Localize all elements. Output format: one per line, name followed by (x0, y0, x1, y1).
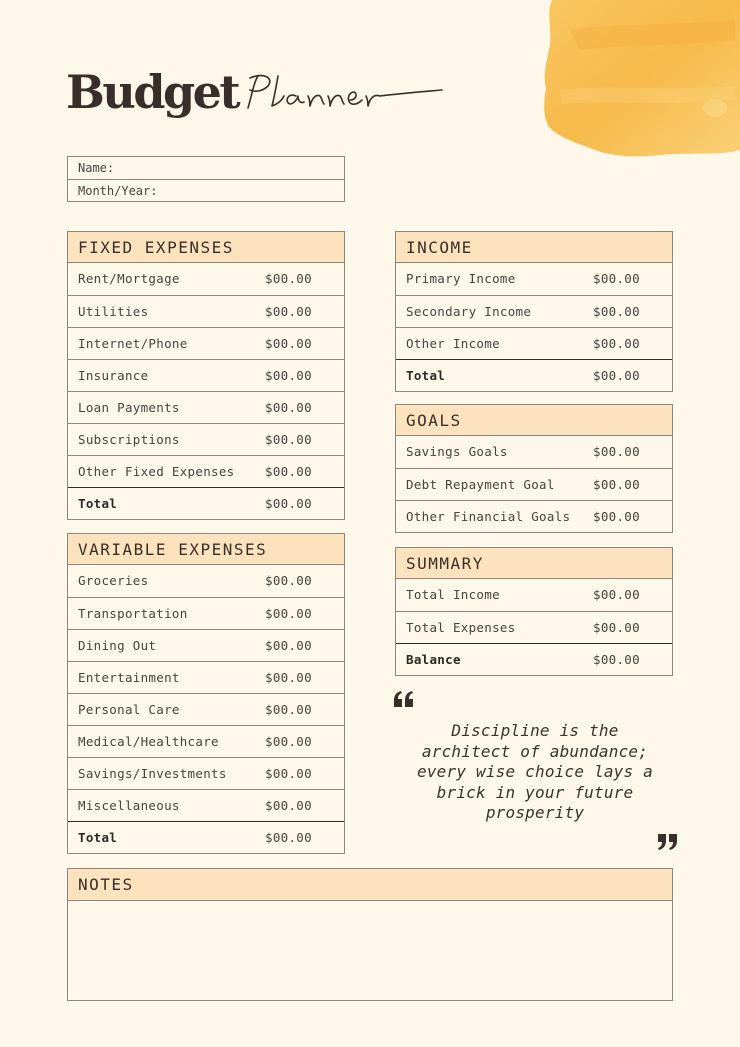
table-row (396, 579, 672, 611)
quote-line: every wise choice lays a (417, 762, 653, 781)
row-amount[interactable]: $00.00 (593, 336, 640, 351)
table-row (68, 327, 344, 359)
open-quote-icon (393, 691, 415, 709)
info-box (67, 156, 345, 202)
title-budget: Budget (66, 65, 239, 119)
row-label: Loan Payments (78, 400, 180, 415)
row-label: Savings Goals (406, 444, 508, 459)
variable-expenses-table (67, 533, 345, 854)
row-amount[interactable]: $00.00 (265, 573, 312, 588)
row-label: Personal Care (78, 702, 180, 717)
table-row (396, 500, 672, 532)
total-row (68, 487, 344, 519)
row-amount[interactable]: $00.00 (593, 509, 640, 524)
row-label: Other Income (406, 336, 500, 351)
row-label: Dining Out (78, 638, 157, 653)
total-amount[interactable]: $00.00 (265, 496, 312, 511)
total-amount[interactable]: $00.00 (593, 368, 640, 383)
table-row (396, 295, 672, 327)
summary-table (395, 547, 673, 676)
row-amount[interactable]: $00.00 (593, 477, 640, 492)
total-row (396, 359, 672, 391)
row-amount[interactable]: $00.00 (593, 444, 640, 459)
table-row (396, 436, 672, 468)
row-amount[interactable]: $00.00 (593, 587, 640, 602)
month-year-label: Month/Year: (78, 184, 158, 198)
row-label: Other Fixed Expenses (78, 464, 235, 479)
name-label: Name: (78, 161, 115, 175)
fixed-expenses-table (67, 231, 345, 520)
goals-table (395, 404, 673, 533)
row-amount[interactable]: $00.00 (265, 638, 312, 653)
table-row (68, 789, 344, 821)
table-row (68, 359, 344, 391)
table-row (68, 693, 344, 725)
total-amount[interactable]: $00.00 (265, 830, 312, 845)
summary-heading: SUMMARY (396, 548, 672, 579)
row-amount[interactable]: $00.00 (265, 798, 312, 813)
table-row (68, 295, 344, 327)
table-row (396, 263, 672, 295)
row-amount[interactable]: $00.00 (593, 620, 640, 635)
variable-expenses-heading: VARIABLE EXPENSES (68, 534, 344, 565)
notes-area[interactable] (68, 901, 672, 1000)
notes-heading: NOTES (68, 869, 672, 901)
row-amount[interactable]: $00.00 (265, 464, 312, 479)
income-heading: INCOME (396, 232, 672, 263)
row-label: Debt Repayment Goal (406, 477, 555, 492)
row-label: Insurance (78, 368, 149, 383)
table-row (396, 468, 672, 500)
table-row (68, 391, 344, 423)
balance-amount[interactable]: $00.00 (593, 652, 640, 667)
table-row (396, 327, 672, 359)
row-amount[interactable]: $00.00 (265, 606, 312, 621)
row-label: Secondary Income (406, 304, 532, 319)
name-field[interactable] (68, 157, 344, 179)
row-label: Transportation (78, 606, 188, 621)
quote-line: brick in your future (436, 782, 634, 802)
table-row (68, 757, 344, 789)
notes-box (67, 868, 673, 1001)
row-amount[interactable]: $00.00 (265, 400, 312, 415)
quote-line: Discipline is the (451, 721, 619, 740)
row-label: Subscriptions (78, 432, 180, 447)
total-label: Total (78, 830, 118, 845)
table-row (68, 455, 344, 487)
title-planner-script (244, 70, 444, 120)
row-amount[interactable]: $00.00 (593, 304, 640, 319)
total-label: Total (78, 496, 118, 511)
table-row (68, 725, 344, 757)
row-amount[interactable]: $00.00 (265, 368, 312, 383)
table-row (68, 565, 344, 597)
row-amount[interactable]: $00.00 (593, 271, 640, 286)
row-amount[interactable]: $00.00 (265, 670, 312, 685)
close-quote-icon (656, 832, 678, 850)
row-label: Total Income (406, 587, 500, 602)
row-amount[interactable]: $00.00 (265, 336, 312, 351)
fixed-expenses-heading: FIXED EXPENSES (68, 232, 344, 263)
quote-text (400, 721, 670, 824)
balance-label: Balance (406, 652, 461, 667)
row-label: Primary Income (406, 271, 516, 286)
row-label: Internet/Phone (78, 336, 188, 351)
quote-line: prosperity (485, 803, 585, 822)
watercolor-splash (540, 0, 740, 160)
balance-row (396, 643, 672, 675)
total-row (68, 821, 344, 853)
row-label: Entertainment (78, 670, 180, 685)
table-row (68, 629, 344, 661)
row-label: Groceries (78, 573, 149, 588)
table-row (68, 597, 344, 629)
row-amount[interactable]: $00.00 (265, 432, 312, 447)
income-table (395, 231, 673, 392)
row-amount[interactable]: $00.00 (265, 304, 312, 319)
row-label: Rent/Mortgage (78, 271, 180, 286)
table-row (68, 423, 344, 455)
row-amount[interactable]: $00.00 (265, 702, 312, 717)
row-amount[interactable]: $00.00 (265, 766, 312, 781)
row-label: Miscellaneous (78, 798, 180, 813)
goals-heading: GOALS (396, 405, 672, 436)
row-amount[interactable]: $00.00 (265, 734, 312, 749)
row-amount[interactable]: $00.00 (265, 271, 312, 286)
row-label: Total Expenses (406, 620, 516, 635)
row-label: Utilities (78, 304, 149, 319)
row-label: Savings/Investments (78, 766, 227, 781)
table-row (68, 263, 344, 295)
month-year-field[interactable] (68, 179, 344, 201)
table-row (396, 611, 672, 643)
quote-line: architect of abundance; (421, 741, 649, 761)
row-label: Medical/Healthcare (78, 734, 219, 749)
table-row (68, 661, 344, 693)
total-label: Total (406, 368, 446, 383)
row-label: Other Financial Goals (406, 509, 571, 524)
